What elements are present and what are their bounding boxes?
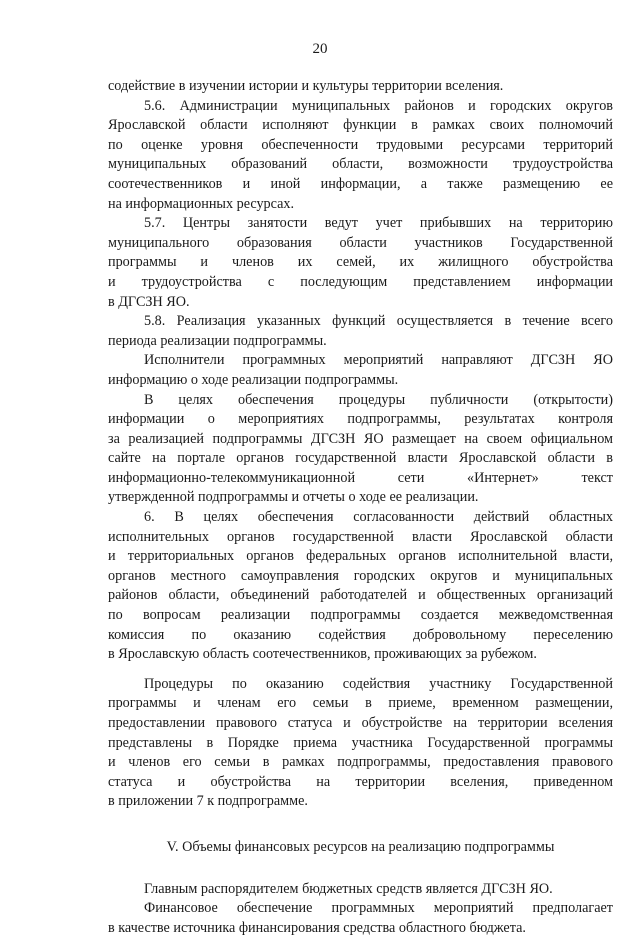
text-line: Ярославской области исполняют функции в рамках своих полномочий bbox=[108, 117, 613, 134]
paragraph bbox=[108, 97, 613, 215]
text-line: информации о мероприятиях подпрограммы, результатах контроля bbox=[108, 411, 613, 428]
text-line: Финансовое обеспечение программных мероприятий предполагает bbox=[144, 900, 613, 917]
document-body bbox=[108, 77, 613, 938]
paragraph bbox=[108, 351, 613, 390]
text-line: комиссия по оказанию содействия добровольному переселению bbox=[108, 626, 613, 643]
text-line: сайте на портале органов государственной власти Ярославской области в bbox=[108, 450, 613, 467]
text-line: периода реализации подпрограммы. bbox=[108, 332, 327, 349]
text-line: содействие в изучении истории и культуры территории вселения. bbox=[108, 78, 504, 94]
paragraph bbox=[108, 675, 613, 812]
text-line: в приложении 7 к подпрограмме. bbox=[108, 793, 308, 810]
paragraph bbox=[108, 77, 613, 97]
section-heading: V. Объемы финансовых ресурсов на реализацию подпрограммы bbox=[166, 838, 555, 855]
paragraph-gap bbox=[108, 665, 613, 675]
text-line: 5.8. Реализация указанных функций осуществляется в течение всего bbox=[144, 313, 613, 330]
text-line: и членов его семьи в рамках подпрограммы, предоставления правового bbox=[108, 754, 613, 771]
text-line: информацию о ходе реализации подпрограммы. bbox=[108, 371, 399, 388]
text-line: за реализацией подпрограммы ДГСЗН ЯО размещает на своем официальном bbox=[108, 430, 613, 447]
text-line: исполнительных органов государственной власти Ярославской области bbox=[108, 528, 613, 545]
text-line: и территориальных органов федеральных органов исполнительной власти, bbox=[108, 548, 613, 565]
text-line: в ДГСЗН ЯО. bbox=[108, 293, 190, 310]
paragraphs-after-heading bbox=[108, 880, 613, 938]
text-line: органов местного самоуправления городских округов и муниципальных bbox=[108, 567, 613, 584]
paragraphs-before-heading bbox=[108, 77, 613, 812]
text-line: муниципальных образований области, возможности трудоустройства bbox=[108, 156, 613, 173]
paragraph bbox=[108, 508, 613, 665]
paragraph bbox=[108, 312, 613, 351]
text-line: соотечественников и иной информации, а также размещению ее bbox=[108, 175, 613, 192]
text-line: по вопросам реализации подпрограммы создается межведомственная bbox=[108, 607, 613, 624]
text-line: 5.6. Администрации муниципальных районов и городских округов bbox=[144, 97, 613, 114]
text-line: 6. В целях обеспечения согласованности действий областных bbox=[144, 509, 613, 526]
text-line: Исполнители программных мероприятий направляют ДГСЗН ЯО bbox=[144, 352, 613, 369]
text-line: 5.7. Центры занятости ведут учет прибывших на территорию bbox=[144, 215, 613, 232]
text-line: информационно-телекоммуникационной сети «Интернет» текст bbox=[108, 469, 613, 486]
text-line: статуса и обустройства на территории вселения, приведенном bbox=[108, 773, 613, 790]
text-line: и трудоустройства с последующим представлением информации bbox=[108, 273, 613, 290]
paragraph bbox=[108, 214, 613, 312]
page-number: 20 bbox=[312, 41, 328, 57]
text-line: по оценке уровня обеспеченности трудовыми ресурсами территорий bbox=[108, 136, 613, 153]
text-line: в Ярославскую область соотечественников, проживающих за рубежом. bbox=[108, 646, 537, 663]
text-line: представлены в Порядке приема участника Государственной программы bbox=[108, 734, 613, 751]
paragraph bbox=[108, 880, 613, 900]
text-line: Главным распорядителем бюджетных средств является ДГСЗН ЯО. bbox=[144, 880, 553, 897]
text-line: утвержденной подпрограммы и отчеты о ходе ее реализации. bbox=[108, 489, 479, 506]
text-line: районов области, объединений работодателей и общественных организаций bbox=[108, 587, 613, 604]
paragraph bbox=[108, 391, 613, 509]
text-line: программы и членов их семей, их жилищного обустройства bbox=[108, 254, 613, 271]
text-line: Процедуры по оказанию содействия участнику Государственной bbox=[144, 675, 613, 692]
text-line: В целях обеспечения процедуры публичности (открытости) bbox=[144, 391, 613, 408]
text-line: программы и членам его семьи в приеме, временном размещении, bbox=[108, 695, 613, 712]
text-line: предоставлении правового статуса и обустройстве на территории вселения bbox=[108, 715, 613, 731]
text-line: муниципального образования области участников Государственной bbox=[108, 234, 613, 251]
text-line: в качестве источника финансирования средства областного бюджета. bbox=[108, 919, 526, 936]
text-line: на информационных ресурсах. bbox=[108, 195, 295, 212]
